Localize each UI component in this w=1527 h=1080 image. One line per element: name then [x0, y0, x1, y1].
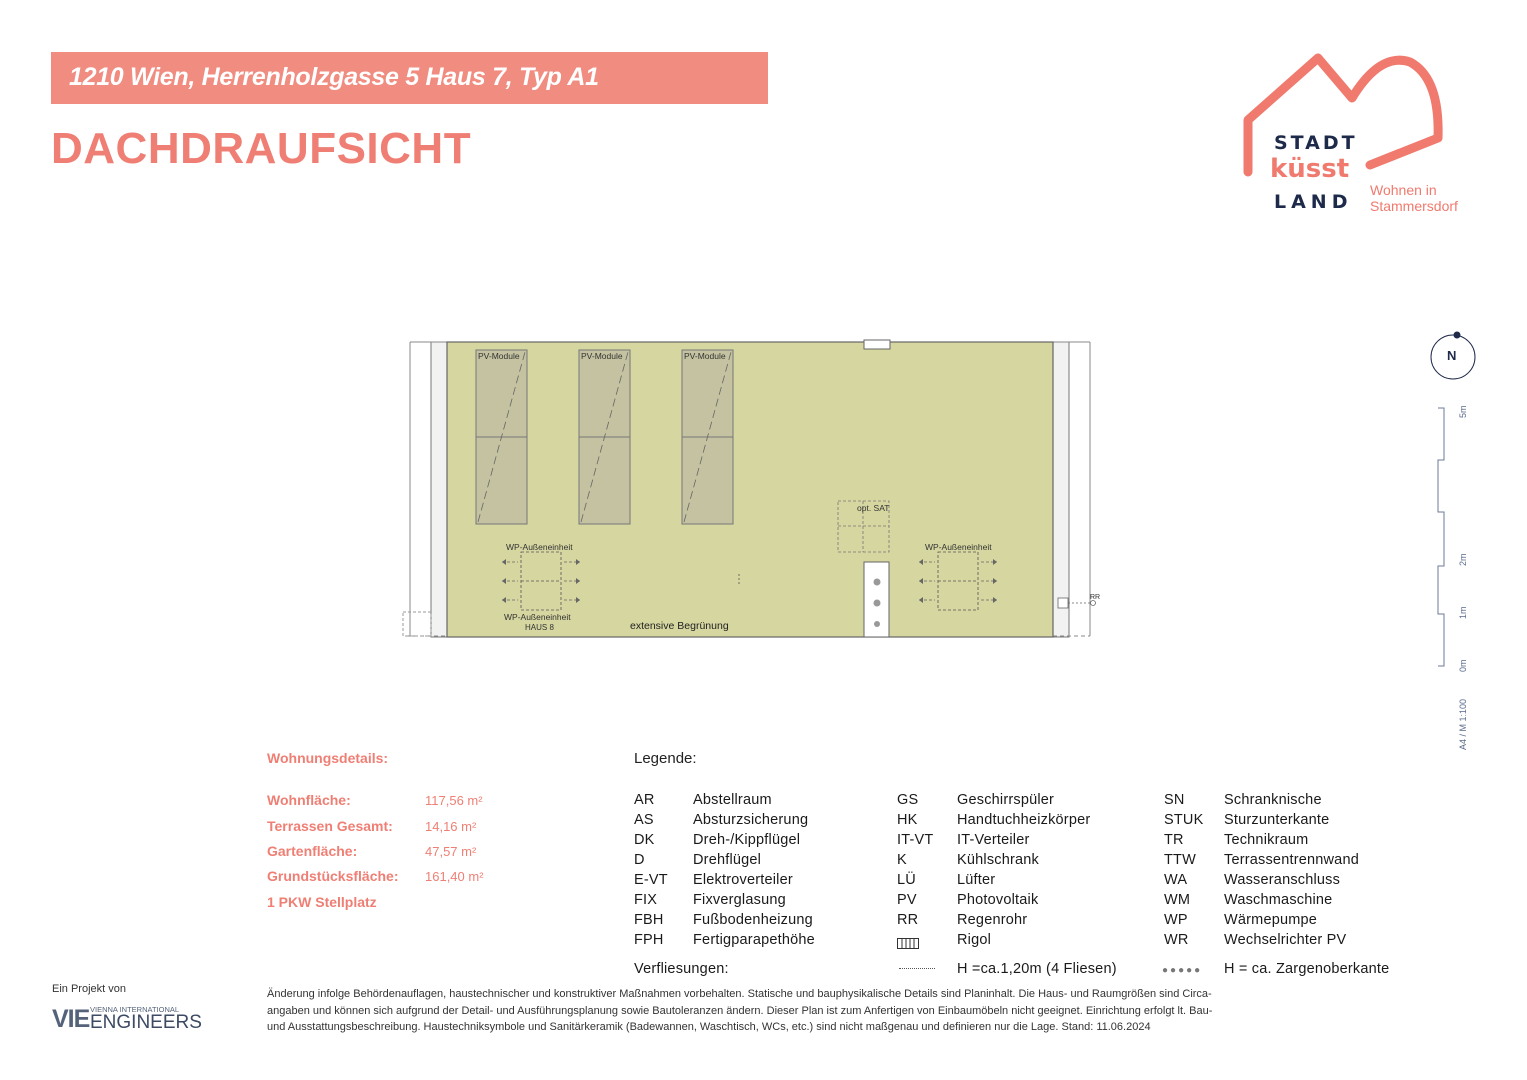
legend-text: Kühlschrank [957, 852, 1039, 868]
sat-label: opt. SAT [857, 503, 890, 513]
legend-text: Photovoltaik [957, 892, 1039, 908]
tiles-label: Verfliesungen: [634, 961, 729, 977]
legend-text: Technikraum [1224, 832, 1309, 848]
legend-abbr: K [897, 852, 907, 868]
scale-label-2m: 2m [1458, 553, 1468, 566]
logo-tagline-1: Wohnen in [1370, 182, 1437, 198]
scale-bar-graphic [1436, 400, 1450, 670]
detail-label-grundstueck: Grundstücksfläche: [267, 868, 399, 884]
legend-abbr: PV [897, 892, 917, 908]
tiles-height-a: H =ca.1,20m (4 Fliesen) [957, 961, 1117, 977]
pv-module-1 [476, 350, 527, 524]
legend-text: Drehflügel [693, 852, 762, 868]
legend-text: Fußbodenheizung [693, 912, 813, 928]
legend-abbr: LÜ [897, 872, 916, 888]
rigol-icon [897, 936, 919, 954]
vie-logo [52, 1005, 232, 1033]
detail-value-wohnflaeche: 117,56 m² [425, 793, 483, 808]
detail-value-grundstueck: 161,40 m² [425, 869, 484, 884]
north-arrow [1430, 331, 1476, 383]
tiles-dotted-line-icon [899, 968, 935, 969]
tiles-height-b: H = ca. Zargenoberkante [1224, 961, 1390, 977]
legend-abbr: D [634, 852, 645, 868]
legend-abbr: E-VT [634, 872, 668, 888]
project-by-label: Ein Projekt von [52, 983, 126, 995]
legend-text: Elektroverteiler [693, 872, 793, 888]
legend-text: Handtuchheizkörper [957, 812, 1091, 828]
wp-label-right: WP-Außeneinheit [925, 542, 992, 552]
legend-abbr: AS [634, 812, 654, 828]
legend-text: Geschirrspüler [957, 792, 1055, 808]
rr-label: RR [1090, 594, 1101, 601]
legend-text: Schranknische [1224, 792, 1322, 808]
legend-abbr: HK [897, 812, 918, 828]
legend-abbr: WM [1164, 892, 1191, 908]
detail-label-garten: Gartenfläche: [267, 843, 358, 859]
pv-label-2: PV-Module [581, 351, 623, 361]
scale-label-5m: 5m [1458, 405, 1468, 418]
detail-label-wohnflaeche: Wohnfläche: [267, 792, 351, 808]
pv-label-1: PV-Module [478, 351, 520, 361]
legend-text: Terrassentrennwand [1224, 852, 1359, 868]
legend-abbr: SN [1164, 792, 1185, 808]
wp-label-bottom: WP-Außeneinheit [504, 612, 571, 622]
roof-plan [398, 336, 1108, 646]
disclaimer-line-3: und Ausstattungsbeschreibung. Haustechniksymbole und Sanitärkeramik (Badewannen, Waschtisch, WCs, etc.) sind nicht maßgenau und definieren nur die Lage. Stand: 11.06.2024 [267, 1021, 1151, 1033]
legend-abbr: IT-VT [897, 832, 934, 848]
legend-text: Wasseranschluss [1224, 872, 1341, 888]
vie-logo-big: ENGINEERS [90, 1012, 202, 1033]
scale-note: A4 / M 1:100 [1458, 698, 1468, 750]
disclaimer-line-2: angaben und können sich aufgrund der Detail- und Ausführungsplanung sowie Bautoleranzen ändern. Dieser Plan ist zum Anfertigen von Einbaumöbeln nicht geeignet. Einrichtung erfolgt lt. Bau- [267, 1004, 1213, 1017]
legend-text: Dreh-/Kippflügel [693, 832, 801, 848]
legend-text: Wärmepumpe [1224, 912, 1318, 928]
roof-shaft [864, 562, 889, 637]
legend-heading: Legende: [634, 750, 697, 767]
legend-text: Rigol [957, 932, 992, 948]
parking-info: 1 PKW Stellplatz [267, 894, 377, 910]
scale-bar [1436, 400, 1476, 760]
legend-text: Wechselrichter PV [1224, 932, 1347, 948]
logo-tagline-2: Stammersdorf [1370, 198, 1458, 214]
pv-module-3 [682, 350, 733, 524]
logo-kuesst: küsst [1270, 154, 1350, 184]
legend-text: Regenrohr [957, 912, 1028, 928]
details-heading: Wohnungsdetails: [267, 750, 389, 766]
disclaimer [267, 986, 1407, 1036]
logo-land: LAND [1274, 191, 1353, 213]
scale-label-0m: 0m [1458, 659, 1468, 672]
legend-text: Fertigparapethöhe [693, 932, 815, 948]
legend-text: Waschmaschine [1224, 892, 1333, 908]
legend-abbr: FPH [634, 932, 664, 948]
pv-label-3: PV-Module [684, 351, 726, 361]
legend-abbr: WR [1164, 932, 1189, 948]
legend-text: Fixverglasung [693, 892, 786, 908]
tiles-dots-icon: ●●●●● [1162, 965, 1203, 976]
legend-abbr: RR [897, 912, 919, 928]
north-label: N [1447, 348, 1457, 363]
wp-label-left: WP-Außeneinheit [506, 542, 573, 552]
page-title: DACHDRAUFSICHT [51, 124, 472, 173]
legend-text: IT-Verteiler [957, 832, 1030, 848]
legend-abbr: WP [1164, 912, 1188, 928]
legend-abbr: GS [897, 792, 919, 808]
legend-abbr: FBH [634, 912, 664, 928]
legend-text: Absturzsicherung [693, 812, 809, 828]
detail-value-terrassen: 14,16 m² [425, 819, 477, 834]
stadt-kuesst-land-logo [1240, 50, 1490, 220]
pv-module-2 [579, 350, 630, 524]
roof-plan-drawing [398, 336, 1108, 646]
haus8-label: HAUS 8 [525, 623, 554, 632]
vie-logo-mark: VIE [52, 1005, 90, 1033]
legend-abbr: DK [634, 832, 655, 848]
legend-abbr: WA [1164, 872, 1188, 888]
legend-abbr: STUK [1164, 812, 1204, 828]
vie-logo-small: VIENNA INTERNATIONAL [90, 1005, 180, 1014]
legend-text: Sturzunterkante [1224, 812, 1330, 828]
green-roof-label: extensive Begrünung [630, 620, 729, 632]
legend-abbr: TTW [1164, 852, 1197, 868]
legend-text: Lüfter [957, 872, 996, 888]
detail-value-garten: 47,57 m² [425, 844, 477, 859]
logo-stadt: STADT [1274, 132, 1358, 154]
scale-label-1m: 1m [1458, 606, 1468, 619]
detail-label-terrassen: Terrassen Gesamt: [267, 818, 393, 834]
disclaimer-line-1: Änderung infolge Behördenauflagen, haustechnischer und konstruktiver Maßnahmen vorbehalten. Statische und bauphysikalische Details sind Planinhalt. Die Haus- und Raumgrößen sind Circa- [267, 988, 1212, 1000]
legend-text: Abstellraum [693, 792, 772, 808]
legend-abbr: AR [634, 792, 655, 808]
legend-abbr: TR [1164, 832, 1184, 848]
address-banner [51, 52, 768, 104]
address-text: 1210 Wien, Herrenholzgasse 5 Haus 7, Typ A1 [69, 63, 599, 91]
legend-abbr: FIX [634, 892, 658, 908]
